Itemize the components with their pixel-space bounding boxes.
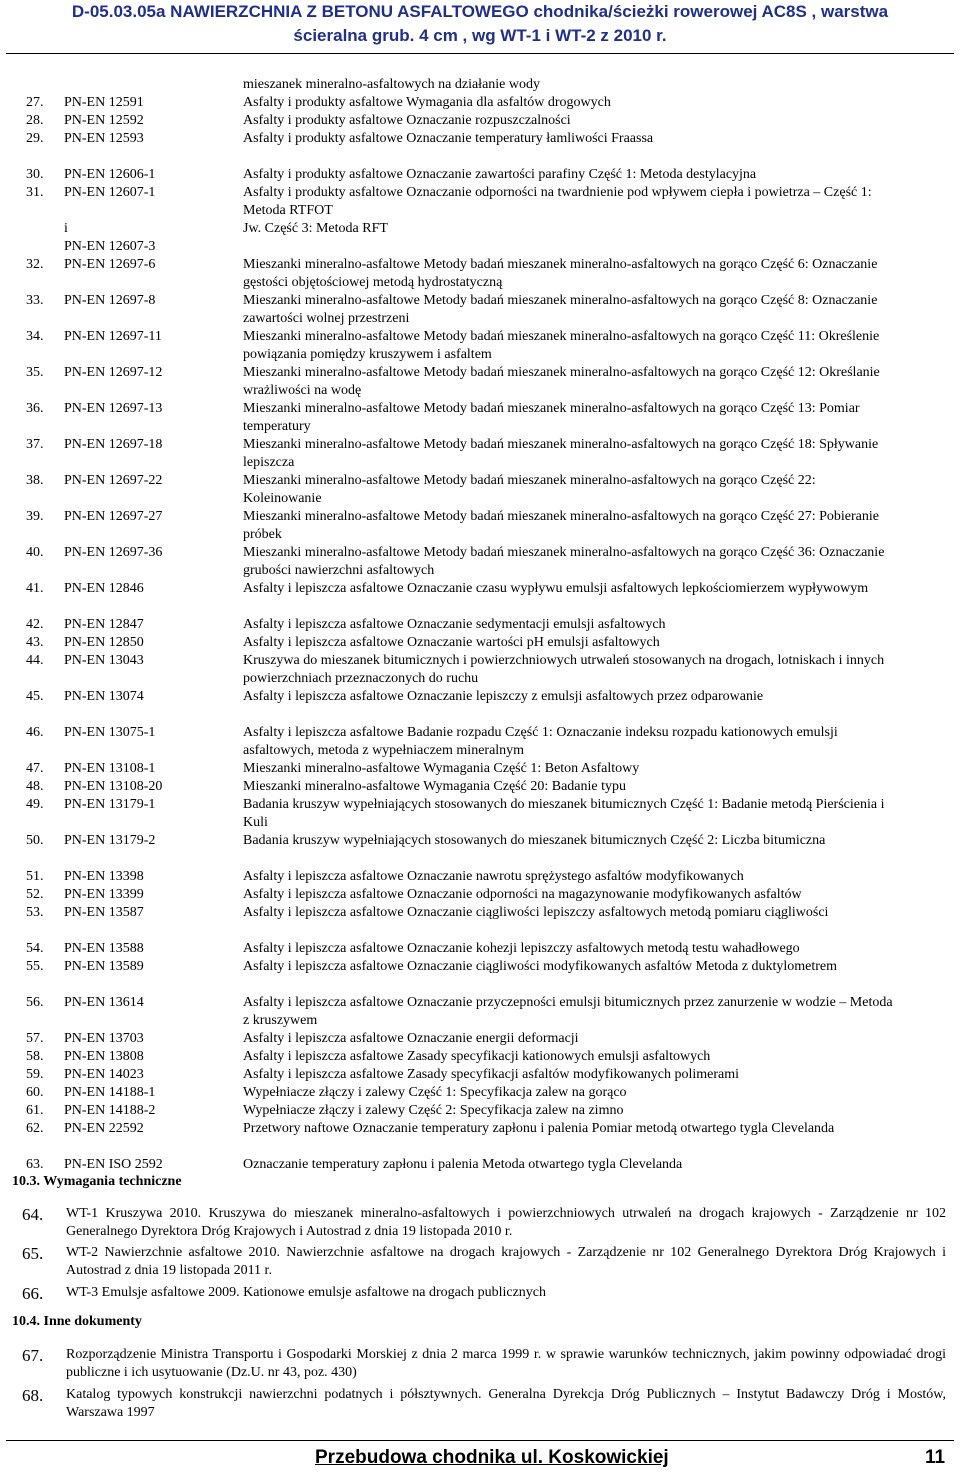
- standard-code: PN-EN 13587: [64, 905, 144, 920]
- standard-code: PN-EN 12847: [64, 617, 144, 632]
- standard-code: PN-EN 12591: [64, 95, 144, 110]
- standard-description: Mieszanki mineralno-asfaltowe Metody badań mieszanek mineralno-asfaltowych na gorąco Część 22: Koleinowanie: [243, 473, 816, 506]
- page-footer: [0, 1440, 960, 1470]
- standard-number: 34.: [26, 329, 44, 344]
- standard-code: PN-EN 14023: [64, 1067, 144, 1082]
- standard-description: Asfalty i lepiszcza asfaltowe Oznaczanie sedymentacji emulsji asfaltowych: [243, 617, 666, 632]
- standard-description: Mieszanki mineralno-asfaltowe Metody badań mieszanek mineralno-asfaltowych na gorąco Część 13: Pomiar temperatury: [243, 401, 860, 434]
- standard-description: Asfalty i lepiszcza asfaltowe Oznaczanie lepiszczy z emulsji asfaltowych przez odparowanie: [243, 689, 764, 704]
- standard-code: PN-EN 13075-1: [64, 725, 156, 740]
- standard-code: PN-EN 22592: [64, 1121, 144, 1136]
- standard-number: 52.: [26, 887, 44, 902]
- standard-number: 53.: [26, 905, 44, 920]
- standard-code: PN-EN 13179-2: [64, 833, 156, 848]
- standard-number: 42.: [26, 617, 44, 632]
- standard-code: PN-EN 12697-6: [64, 257, 156, 272]
- standard-description: Wypełniacze złączy i zalewy Część 2: Specyfikacja zalew na zimno: [243, 1103, 624, 1118]
- standard-description: Mieszanki mineralno-asfaltowe Wymagania Część 20: Badanie typu: [243, 779, 626, 794]
- standard-code: PN-EN 13703: [64, 1031, 144, 1046]
- standard-description: Jw. Część 3: Metoda RFT: [243, 221, 388, 236]
- standard-description: Mieszanki mineralno-asfaltowe Metody badań mieszanek mineralno-asfaltowych na gorąco Część 18: Spływanie lepiszcza: [243, 437, 879, 470]
- page-header: [0, 0, 960, 48]
- standard-number: 62.: [26, 1121, 44, 1136]
- standard-number: 27.: [26, 95, 44, 110]
- standard-code: PN-EN 12697-13: [64, 401, 163, 416]
- standard-description: Mieszanki mineralno-asfaltowe Metody badań mieszanek mineralno-asfaltowych na gorąco Część 27: Pobieranie próbek: [243, 509, 879, 542]
- standard-code: PN-EN 12607-3: [64, 239, 156, 254]
- standard-description: Mieszanki mineralno-asfaltowe Metody badań mieszanek mineralno-asfaltowych na gorąco Część 11: Określenie powiązania pomiędzy kruszywem i asfaltem: [243, 329, 880, 362]
- reference-number: 66.: [22, 1284, 44, 1303]
- standard-number: 29.: [26, 131, 44, 146]
- standard-number: 41.: [26, 581, 44, 596]
- reference-text: WT-2 Nawierzchnie asfaltowe 2010. Nawierzchnie asfaltowe na drogach krajowych - Zarządzenie nr 102 Generalnego Dyrektora Dróg Krajowych i Autostrad z dnia 19 listopada 2011 r.: [66, 1245, 946, 1278]
- standard-code: PN-EN 13808: [64, 1049, 144, 1064]
- standard-number: 33.: [26, 293, 44, 308]
- standard-description: Asfalty i lepiszcza asfaltowe Oznaczanie energii deformacji: [243, 1031, 579, 1046]
- standard-description: Asfalty i lepiszcza asfaltowe Oznaczanie czasu wypływu emulsji asfaltowych lepkościomierzem wypływowym: [243, 581, 869, 596]
- standard-number: 37.: [26, 437, 44, 452]
- standard-description: Asfalty i lepiszcza asfaltowe Oznaczanie odporności na magazynowanie modyfikowanych asfaltów: [243, 887, 802, 902]
- standard-number: 58.: [26, 1049, 44, 1064]
- standard-number: 60.: [26, 1085, 44, 1100]
- standard-code: PN-EN 12846: [64, 581, 144, 596]
- standard-number: 47.: [26, 761, 44, 776]
- standard-description: Asfalty i produkty asfaltowe Oznaczanie rozpuszczalności: [243, 113, 571, 128]
- standard-number: 50.: [26, 833, 44, 848]
- standard-code: PN-EN 13398: [64, 869, 144, 884]
- standard-code: PN-EN 13074: [64, 689, 144, 704]
- footer-title: Przebudowa chodnika ul. Koskowickiej: [315, 1447, 669, 1468]
- standard-code: PN-EN 12606-1: [64, 167, 156, 182]
- standard-description: Mieszanki mineralno-asfaltowe Wymagania Część 1: Beton Asfaltowy: [243, 761, 640, 776]
- standard-number: 55.: [26, 959, 44, 974]
- standard-description: Asfalty i lepiszcza asfaltowe Zasady specyfikacji asfaltów modyfikowanych polimerami: [243, 1067, 740, 1082]
- reference-text: WT-1 Kruszywa 2010. Kruszywa do mieszanek mineralno-asfaltowych i powierzchniowych utrwaleń na drogach krajowych - Zarządzenie nr 102 Generalnego Dyrektora Dróg Krajowych i Autostrad z dnia 19 listopada 2010 r.: [66, 1206, 946, 1239]
- standard-number: 59.: [26, 1067, 44, 1082]
- standard-description: Asfalty i lepiszcza asfaltowe Oznaczanie nawrotu sprężystego asfaltów modyfikowanych: [243, 869, 744, 884]
- standard-code: PN-EN 12697-8: [64, 293, 156, 308]
- reference-text: WT-3 Emulsje asfaltowe 2009. Kationowe emulsje asfaltowe na drogach publicznych: [66, 1285, 547, 1300]
- standard-description: Przetwory naftowe Oznaczanie temperatury zapłonu i palenia Pomiar metodą otwartego tygla Clevelanda: [243, 1121, 835, 1136]
- standard-code: PN-EN 13108-1: [64, 761, 156, 776]
- standard-code: PN-EN 13399: [64, 887, 144, 902]
- standard-number: 56.: [26, 995, 44, 1010]
- standard-number: 54.: [26, 941, 44, 956]
- standard-description: Mieszanki mineralno-asfaltowe Metody badań mieszanek mineralno-asfaltowych na gorąco Część 12: Określanie wrażliwości na wodę: [243, 365, 880, 398]
- standard-number: 45.: [26, 689, 44, 704]
- reference-number: 67.: [22, 1346, 44, 1365]
- standard-description: Wypełniacze złączy i zalewy Część 1: Specyfikacja zalew na gorąco: [243, 1085, 627, 1100]
- standard-code: PN-EN 12592: [64, 113, 144, 128]
- standard-code: PN-EN 13108-20: [64, 779, 163, 794]
- standard-code: PN-EN 12697-11: [64, 329, 162, 344]
- standard-number: 36.: [26, 401, 44, 416]
- standard-number: 49.: [26, 797, 44, 812]
- standard-code: PN-EN 12850: [64, 635, 144, 650]
- standard-number: 28.: [26, 113, 44, 128]
- standard-code: i: [64, 221, 68, 236]
- standard-description: Asfalty i produkty asfaltowe Oznaczanie odporności na twardnienie pod wpływem ciepła i powietrza – Część 1: Metoda RTFOT: [243, 185, 872, 218]
- standard-code: PN-EN 13043: [64, 653, 144, 668]
- standard-description: Mieszanki mineralno-asfaltowe Metody badań mieszanek mineralno-asfaltowych na gorąco Część 6: Oznaczanie gęstości objętościowej metodą hydrostatyczną: [243, 257, 878, 290]
- standard-description: Oznaczanie temperatury zapłonu i palenia Metoda otwartego tygla Clevelanda: [243, 1157, 683, 1172]
- standard-description: Badania kruszyw wypełniających stosowanych do mieszanek bitumicznych Część 1: Badanie metodą Pierścienia i Kuli: [243, 797, 885, 830]
- standard-code: PN-EN 14188-1: [64, 1085, 156, 1100]
- standard-description: Asfalty i produkty asfaltowe Oznaczanie temperatury łamliwości Fraassa: [243, 131, 654, 146]
- standard-code: PN-EN 13588: [64, 941, 144, 956]
- standard-description: Asfalty i lepiszcza asfaltowe Oznaczanie ciągliwości modyfikowanych asfaltów Metoda z duktylometrem: [243, 959, 838, 974]
- standard-code: PN-EN 12607-1: [64, 185, 156, 200]
- standard-number: 35.: [26, 365, 44, 380]
- standard-number: 46.: [26, 725, 44, 740]
- standard-number: 30.: [26, 167, 44, 182]
- standard-code: PN-EN 12593: [64, 131, 144, 146]
- standard-number: 63.: [26, 1157, 44, 1172]
- standard-description: Asfalty i lepiszcza asfaltowe Oznaczanie wartości pH emulsji asfaltowych: [243, 635, 660, 650]
- section-heading-10-3: 10.3. Wymagania techniczne: [12, 1174, 182, 1189]
- standard-description: Asfalty i produkty asfaltowe Wymagania dla asfaltów drogowych: [243, 95, 611, 110]
- section-heading-10-4: 10.4. Inne dokumenty: [12, 1314, 142, 1329]
- standard-description: Badania kruszyw wypełniających stosowanych do mieszanek bitumicznych Część 2: Liczba bitumiczna: [243, 833, 826, 848]
- standard-number: 38.: [26, 473, 44, 488]
- standard-description: Kruszywa do mieszanek bitumicznych i powierzchniowych utrwaleń stosowanych na drogach, lotniskach i innych powierzchniach przeznaczonych do ruchu: [243, 653, 885, 686]
- standard-code: PN-EN 13589: [64, 959, 144, 974]
- standard-description: Asfalty i lepiszcza asfaltowe Zasady specyfikacji kationowych emulsji asfaltowych: [243, 1049, 711, 1064]
- standard-code: PN-EN 12697-22: [64, 473, 163, 488]
- standard-number: 48.: [26, 779, 44, 794]
- standard-code: PN-EN 14188-2: [64, 1103, 156, 1118]
- header-line-1: D-05.03.05a NAWIERZCHNIA Z BETONU ASFALTOWEGO chodnika/ścieżki rowerowej AC8S , warstwa: [71, 2, 889, 21]
- standard-number: 61.: [26, 1103, 44, 1118]
- standard-number: 57.: [26, 1031, 44, 1046]
- reference-number: 65.: [22, 1244, 44, 1263]
- reference-text: Rozporządzenie Ministra Transportu i Gospodarki Morskiej z dnia 2 marca 1999 r. w sprawie warunków technicznych, jakim powinny odpowiadać drogi publiczne i ich usytuowanie (Dz.U. nr 43, poz. 430): [66, 1347, 946, 1380]
- standard-code: PN-EN 13614: [64, 995, 144, 1010]
- standard-code: PN-EN 12697-12: [64, 365, 163, 380]
- standard-number: 44.: [26, 653, 44, 668]
- standard-number: 39.: [26, 509, 44, 524]
- footer-divider: [6, 1440, 954, 1441]
- reference-text: Katalog typowych konstrukcji nawierzchni podatnych i półsztywnych. Generalna Dyrekcja Dróg Publicznych – Instytut Badawczy Dróg i Mostów, Warszawa 1997: [66, 1387, 946, 1420]
- reference-number: 64.: [22, 1205, 44, 1224]
- standard-description: Mieszanki mineralno-asfaltowe Metody badań mieszanek mineralno-asfaltowych na gorąco Część 8: Oznaczanie zawartości wolnej przestrzeni: [243, 293, 878, 326]
- standard-number: 51.: [26, 869, 44, 884]
- reference-number: 68.: [22, 1386, 44, 1405]
- standard-description: Asfalty i produkty asfaltowe Oznaczanie zawartości parafiny Część 1: Metoda destylacyjna: [243, 167, 757, 182]
- header-divider: [6, 53, 954, 54]
- page-number: 11: [925, 1447, 946, 1468]
- standard-code: PN-EN 13179-1: [64, 797, 156, 812]
- standard-code: PN-EN 12697-18: [64, 437, 163, 452]
- standard-number: 40.: [26, 545, 44, 560]
- standard-number: 31.: [26, 185, 44, 200]
- standard-description: Asfalty i lepiszcza asfaltowe Oznaczanie przyczepności emulsji bitumicznych przez zanurzenie w wodzie – Metoda z kruszywem: [243, 995, 893, 1028]
- header-line-2: ścieralna grub. 4 cm , wg WT-1 i WT-2 z 2010 r.: [293, 26, 667, 45]
- standard-code: PN-EN ISO 2592: [64, 1157, 163, 1172]
- standard-number: 32.: [26, 257, 44, 272]
- standard-description: Asfalty i lepiszcza asfaltowe Oznaczanie ciągliwości lepiszczy asfaltowych metodą pomiaru ciągliwości: [243, 905, 829, 920]
- standard-description: Asfalty i lepiszcza asfaltowe Badanie rozpadu Część 1: Oznaczanie indeksu rozpadu kationowych emulsji asfaltowych, metoda z wypełniaczem mineralnym: [243, 725, 838, 758]
- standard-code: PN-EN 12697-27: [64, 509, 163, 524]
- continuation-text: mieszanek mineralno-asfaltowych na działanie wody: [243, 77, 540, 92]
- standard-description: Mieszanki mineralno-asfaltowe Metody badań mieszanek mineralno-asfaltowych na gorąco Część 36: Oznaczanie grubości nawierzchni asfaltowych: [243, 545, 885, 578]
- standard-code: PN-EN 12697-36: [64, 545, 163, 560]
- standard-description: Asfalty i lepiszcza asfaltowe Oznaczanie kohezji lepiszczy asfaltowych metodą testu wahadłowego: [243, 941, 800, 956]
- standard-number: 43.: [26, 635, 44, 650]
